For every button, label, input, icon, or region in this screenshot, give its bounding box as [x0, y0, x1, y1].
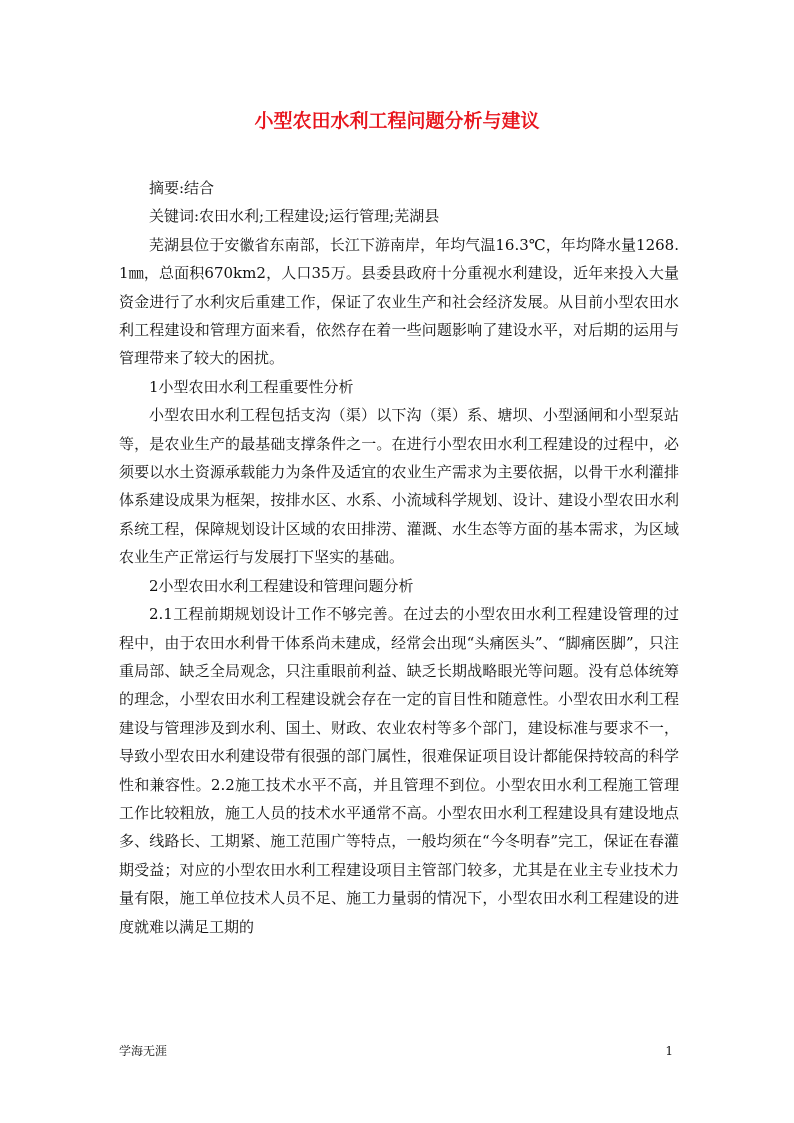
section-heading-1: 1小型农田水利工程重要性分析: [149, 377, 354, 396]
section-2-paragraph: 2.1工程前期规划设计工作不够完善。在过去的小型农田水利工程建设管理的过程中，由于农田水利骨干体系尚未建成，经常会出现“头痛医头”、“脚痛医脚”，只注重局部、缺乏全局观念，只注重眼前利益、缺乏长期战略眼光等问题。没有总体统筹的理念，小型农田水利工程建设就会存在一定的盲目性和随意性。小型农田水利工程建设与管理涉及到水利、国土、财政、农业农村等多个部门，建设标准与要求不一，导致小型农田水利建设带有很强的部门属性，很难保证项目设计都能保持较高的科学性和兼容性。2.2施工技术水平不高，并且管理不到位。小型农田水利工程施工管理工作比较粗放，施工人员的技术水平通常不高。小型农田水利工程建设具有建设地点多、线路长、工期紧、施工范围广等特点，一般均须在“今冬明春”完工，保证在春灌期受益；对应的小型农田水利工程建设项目主管部门较多，尤其是在业主专业技术力量有限，施工单位技术人员不足、施工力量弱的情况下，小型农田水利工程建设的进度就难以满足工期的: [119, 605, 679, 936]
footer-motto: 学海无涯: [119, 1044, 168, 1058]
section-heading-2: 2小型农田水利工程建设和管理问题分析: [149, 576, 414, 595]
document-body: [119, 174, 679, 941]
page-number: 1: [665, 1044, 673, 1058]
keywords-line: 关键词:农田水利;工程建设;运行管理;芜湖县: [149, 207, 440, 226]
document-title: 小型农田水利工程问题分析与建议: [254, 110, 540, 132]
intro-paragraph: 芜湖县位于安徽省东南部，长江下游南岸，年均气温16.3℃，年均降水量1268.1㎜，总面积670km2，人口35万。县委县政府十分重视水利建设，近年来投入大量资金进行了水利灾后重建工作，保证了农业生产和社会经济发展。从目前小型农田水利工程建设和管理方面来看，依然存在着一些问题影响了建设水平，对后期的运用与管理带来了较大的困扰。: [119, 235, 679, 368]
section-1-paragraph: 小型农田水利工程包括支沟（渠）以下沟（渠）系、塘坝、小型涵闸和小型泵站等，是农业生产的最基础支撑条件之一。在进行小型农田水利工程建设的过程中，必须要以水土资源承载能力为条件及适宜的农业生产需求为主要依据，以骨干水利灌排体系建设成果为框架，按排水区、水系、小流域科学规划、设计、建设小型农田水利系统工程，保障规划设计区域的农田排涝、灌溉、水生态等方面的基本需求，为区域农业生产正常运行与发展打下坚实的基础。: [119, 406, 679, 567]
abstract-line: 摘要:结合: [149, 179, 215, 197]
